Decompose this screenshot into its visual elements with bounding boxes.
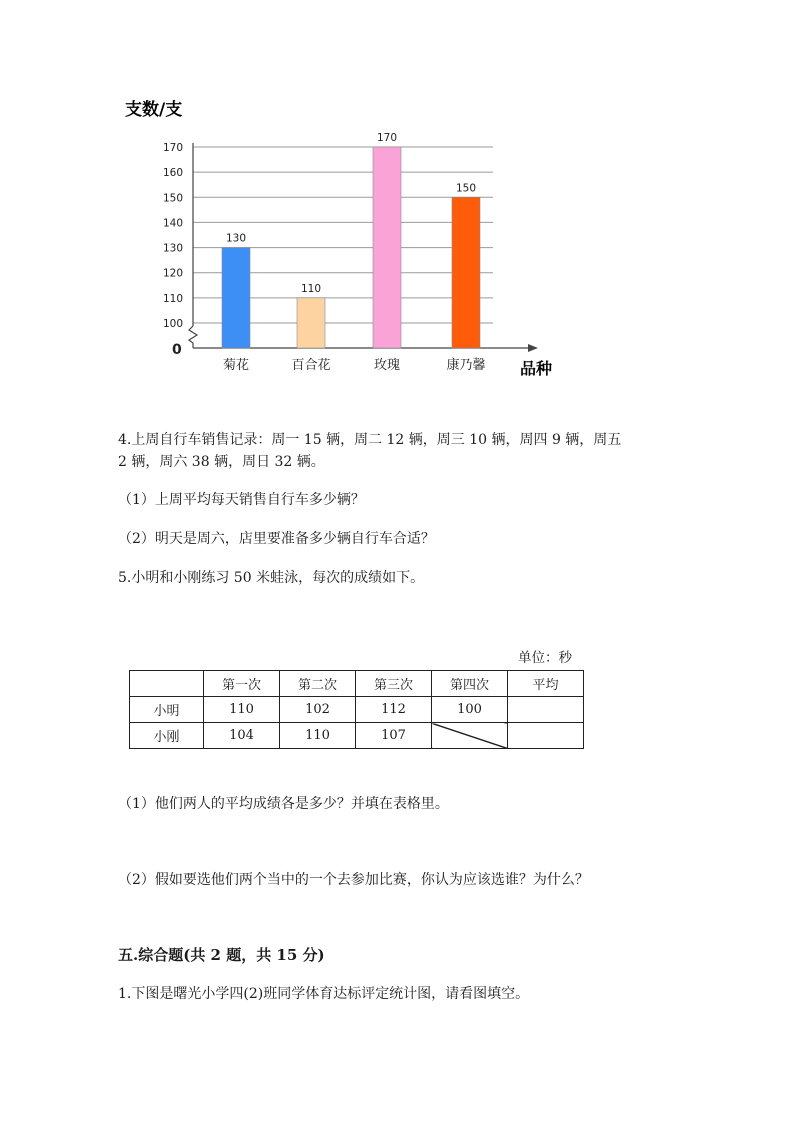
section5-q1: 1.下图是曙光小学四(2)班同学体育达标评定统计图，请看图填空。 (118, 986, 530, 1002)
chart-svg (120, 90, 570, 390)
table-cell: 110 (204, 697, 280, 723)
category-label: 百合花 (291, 358, 331, 373)
bar-value-label: 130 (225, 232, 247, 245)
q5-sub2: （2）假如要选他们两个当中的一个去参加比赛，你认为应该选谁？为什么？ (118, 872, 589, 888)
average-cell[interactable] (508, 697, 584, 723)
category-label: 康乃馨 (446, 358, 486, 373)
y-tick-label: 150 (162, 192, 183, 205)
bar-chart (120, 90, 570, 390)
bar (222, 248, 250, 348)
table-cell: 102 (280, 697, 356, 723)
diagonal-cell (432, 723, 508, 749)
bar-value-label: 150 (455, 182, 477, 195)
table-cell: 110 (280, 723, 356, 749)
average-cell[interactable] (508, 723, 584, 749)
x-axis-label: 品种 (520, 359, 553, 378)
table-row (130, 723, 584, 749)
header-cell: 平均 (508, 671, 584, 697)
y-axis-label: 支数/支 (125, 100, 183, 120)
q4-sub1: （1）上周平均每天销售自行车多少辆？ (118, 492, 365, 508)
bar-value-label: 170 (376, 132, 398, 144)
header-cell: 第二次 (280, 671, 356, 697)
y-tick-label: 160 (162, 167, 183, 180)
table-row (130, 697, 584, 723)
category-label: 玫瑰 (373, 358, 401, 373)
header-cell: 第一次 (204, 671, 280, 697)
bar (373, 147, 401, 348)
origin-label: 0 (172, 342, 182, 358)
q5-title: 5.小明和小刚练习 50 米蛙泳，每次的成绩如下。 (118, 570, 425, 586)
table-header-row (130, 671, 584, 697)
q4-sub2: （2）明天是周六，店里要准备多少辆自行车合适？ (118, 531, 435, 547)
y-tick-label: 140 (162, 217, 183, 230)
score-table (129, 670, 584, 749)
y-tick-label: 100 (162, 318, 183, 330)
table-cell: 100 (432, 697, 508, 723)
bar-value-label: 110 (300, 282, 322, 295)
table-cell: 107 (356, 723, 432, 749)
header-cell: 第三次 (356, 671, 432, 697)
header-cell (130, 671, 204, 697)
q4-line1: 4.上周自行车销售记录：周一 15 辆，周二 12 辆，周三 10 辆，周四 9 辆，周五 (118, 432, 622, 448)
y-tick-label: 130 (162, 242, 183, 255)
unit-label: 单位：秒 (518, 650, 572, 666)
table-cell: 104 (204, 723, 280, 749)
q4-line2: 2 辆，周六 38 辆，周日 32 辆。 (118, 454, 325, 470)
y-tick-label: 170 (162, 142, 183, 154)
bar (452, 197, 480, 348)
y-tick-label: 110 (162, 292, 183, 305)
q5-sub1: （1）他们两人的平均成绩各是多少？并填在表格里。 (118, 796, 449, 812)
table-cell: 112 (356, 697, 432, 723)
section-title: 五.综合题(共 2 题，共 15 分) (118, 946, 325, 964)
y-tick-label: 120 (162, 267, 183, 280)
table-cell: 小刚 (130, 723, 204, 749)
table-cell: 小明 (130, 697, 204, 723)
x-axis-arrow (528, 344, 538, 352)
category-label: 菊花 (222, 358, 250, 373)
bar (297, 298, 325, 348)
header-cell: 第四次 (432, 671, 508, 697)
axis-break-mark (189, 326, 197, 348)
